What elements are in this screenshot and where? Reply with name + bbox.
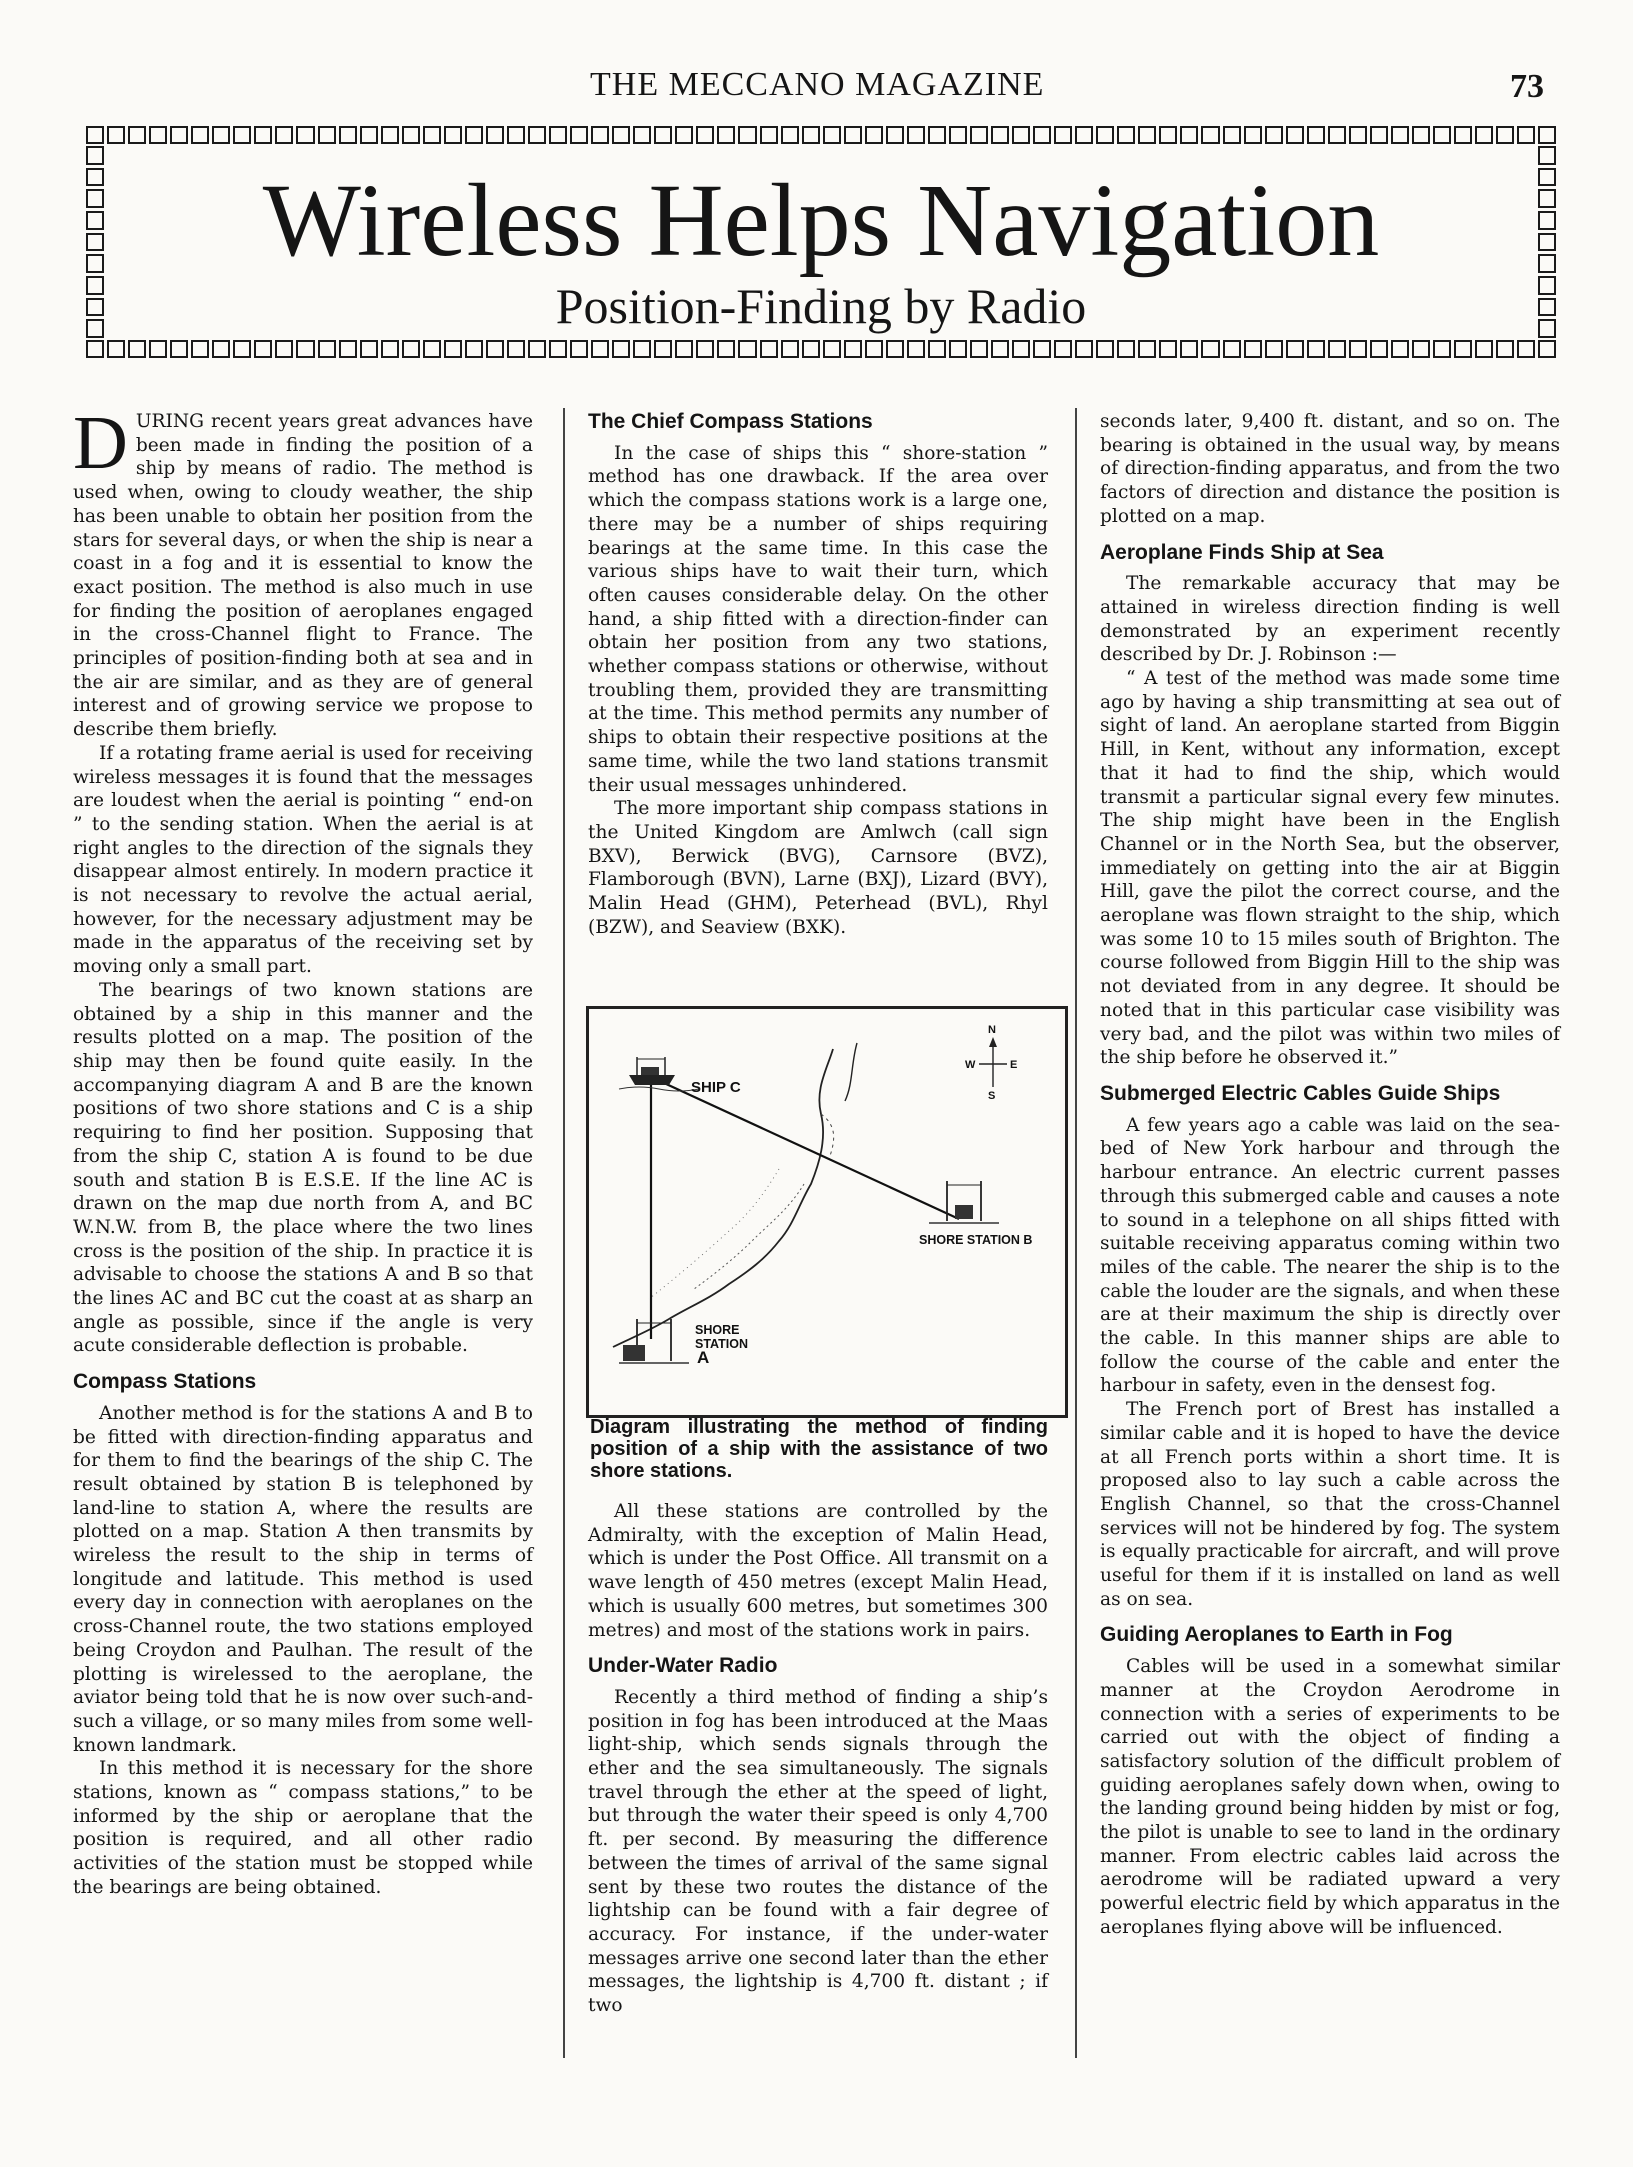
border-cell [970, 126, 988, 144]
border-cell [1433, 340, 1451, 358]
border-cell [1012, 126, 1030, 144]
station-a-icon [619, 1319, 689, 1363]
border-cell [1117, 126, 1135, 144]
border-cell [738, 126, 756, 144]
border-cell [1201, 340, 1219, 358]
border-cell [717, 126, 735, 144]
border-cell [1075, 340, 1093, 358]
border-cell [886, 340, 904, 358]
shore-shading [694, 1184, 804, 1289]
border-cell [1454, 340, 1472, 358]
navigation-diagram [586, 1006, 1068, 1418]
border-cell [865, 340, 883, 358]
border-cell [549, 340, 567, 358]
border-cell [1244, 126, 1262, 144]
border-cell [1370, 340, 1388, 358]
section-heading: Compass Stations [73, 1370, 257, 1394]
column-rule-1 [563, 408, 565, 2058]
station-b-icon [929, 1181, 999, 1223]
border-cell [486, 340, 504, 358]
border-cell [907, 126, 925, 144]
page-number: 73 [1510, 68, 1544, 105]
border-cell [675, 126, 693, 144]
border-cell [823, 126, 841, 144]
border-cell [107, 340, 125, 358]
border-cell [633, 126, 651, 144]
border-cell [717, 340, 735, 358]
border-cell [1538, 340, 1556, 358]
border-cell [486, 126, 504, 144]
border-cell [212, 340, 230, 358]
ship-c-label: SHIP C [691, 1079, 741, 1096]
paragraph: The French port of Brest has installed a similar cable and it is hoped to have the device at all French ports within a short time. It is proposed also to lay such a cable across the English Channel, so that the cross-Channel services will not be hindered by fog. The system is equally practicable for aircraft, and will prove useful for them if it is installed on land as well as on sea. [1100, 1399, 1560, 1610]
border-cell [928, 126, 946, 144]
border-cell [254, 126, 272, 144]
border-cell [844, 126, 862, 144]
border-cell [1412, 126, 1430, 144]
figure-caption: Diagram illustrating the method of finding position of a ship with the assistance of two shore stations. [590, 1416, 1048, 1482]
border-cell [1475, 126, 1493, 144]
border-cell [465, 340, 483, 358]
border-cell [296, 340, 314, 358]
diagram-drawing [589, 1009, 1065, 1415]
paragraph: Recently a third method of finding a ship’s position in fog has been introduced at the Maas light-ship, which sends signals through the ether and the sea simultaneously. The signals travel through the ether at the speed of light, but through the water their speed is only 4,700 ft. per second. By measuring the difference between the times of arrival of the same signal sent by these two routes the distance of the lightship can be found with a fair degree of accuracy. For instance, if the under-water messages arrive one second later than the ether messages, the lightship is 4,700 ft. distant ; if two [588, 1686, 1048, 2017]
border-cell [1012, 340, 1030, 358]
section-heading: Submerged Electric Cables Guide Ships [1100, 1081, 1501, 1105]
border-cell [781, 340, 799, 358]
border-cell [675, 340, 693, 358]
border-cell [949, 126, 967, 144]
border-cell [1180, 340, 1198, 358]
border-cell [802, 126, 820, 144]
border-cell [1138, 126, 1156, 144]
border-cell [907, 340, 925, 358]
border-cell [86, 146, 104, 165]
border-cell [1265, 340, 1283, 358]
section-heading: Under-Water Radio [588, 1654, 778, 1678]
border-cell [1538, 126, 1556, 144]
border-cell [381, 126, 399, 144]
border-cell [149, 340, 167, 358]
border-cell [233, 340, 251, 358]
border-cell [1307, 126, 1325, 144]
border-cell [928, 340, 946, 358]
border-cell [612, 340, 630, 358]
border-cell [1517, 340, 1535, 358]
paragraph: “ A test of the method was made some time ago by having a ship transmitting at sea out of sight of land. An aeroplane started from Biggin Hill, in Kent, without any information, except that it had to find the ship, which would transmit a particular signal every few minutes. The ship might have been in the English Channel or in the North Sea, but the observer, immediately on getting into the air at Biggin Hill, gave the pilot the correct course, and the aeroplane was flown straight to the ship, which was some 10 to 15 miles south of Brighton. The course followed from Biggin Hill to the ship was not deviated from in any degree. It should be noted that in this particular case visibility was very bad, and the pilot was within two miles of the ship before he observed it.” [1100, 668, 1560, 1069]
border-cell [1265, 126, 1283, 144]
border-cell [339, 340, 357, 358]
border-cell [591, 340, 609, 358]
title-border-top [86, 126, 1556, 144]
column-1 [73, 401, 533, 1900]
border-cell [191, 340, 209, 358]
border-cell [402, 340, 420, 358]
column-2-lower [588, 1500, 1048, 2018]
border-cell [633, 340, 651, 358]
paragraph: Cables will be used in a somewhat similar manner at the Croydon Aerodrome in connection with a series of experiments to be carried out with the object of finding a satisfactory solution of the difficult problem of guiding aeroplanes safely down when, owing to the landing ground being hidden by mist or fog, the pilot is unable to see to land in the ordinary manner. From electric cables laid across the aerodrome will be radiated upward a very powerful electric field by which apparatus in the aeroplanes flying above will be influenced. [1100, 1656, 1560, 1938]
border-cell [254, 340, 272, 358]
border-cell [865, 126, 883, 144]
border-cell [360, 126, 378, 144]
border-cell [1054, 340, 1072, 358]
border-cell [381, 340, 399, 358]
border-cell [128, 126, 146, 144]
border-cell [1391, 340, 1409, 358]
ship-c-icon [619, 1057, 699, 1091]
compass-west: W [965, 1059, 976, 1071]
border-cell [528, 126, 546, 144]
border-cell [1391, 126, 1409, 144]
border-cell [275, 126, 293, 144]
border-cell [170, 126, 188, 144]
border-cell [444, 126, 462, 144]
border-cell [1328, 340, 1346, 358]
border-cell [654, 340, 672, 358]
column-2 [588, 410, 1048, 939]
paragraph: Another method is for the stations A and B to be fitted with direction-finding apparatus and for them to find the bearings of the ship C. The result obtained by station B is telephoned by land-line to station A, where the results are plotted on a map. Station A then transmits by wireless the result to the ship in terms of longitude and latitude. This method is used every day in connection with aeroplanes on the cross-Channel route, the two stations employed being Croydon and Paulhan. The result of the plotting is wirelessed to the aeroplane, the aviator being told that he is now over such-and-such a village, or so many miles from some well-known landmark. [73, 1402, 533, 1756]
paragraph-text: URING recent years great advances have been made in finding the position of a ship by means of radio. The method is used when, owing to cloudy weather, the ship has been unable to obtain her position from the stars for several days, or when the ship is near a coast in a fog and it is essential to know the exact position. The method is also much in use for finding the position of aeroplanes engaged in the cross-Channel flight to France. The principles of position-finding both at sea and in the air are similar, and as they are of general interest and of growing service we propose to describe them briefly. [73, 411, 533, 741]
paragraph: In the case of ships this “ shore-station ” method has one drawback. If the area over which the compass stations work is a large one, there may be a number of ships requiring bearings at the same time. In this case the various ships have to wait their turn, which often causes considerable delay. On the other hand, a ship fitted with a direction-finder can obtain her position from any two stations, whether compass stations or otherwise, without troubling them, provided they are transmitting at the time. This method permits any number of ships to obtain their respective positions at the same time, while the two land stations transmit their usual messages unhindered. [588, 442, 1048, 796]
border-cell [654, 126, 672, 144]
border-cell [1180, 126, 1198, 144]
border-cell [1033, 126, 1051, 144]
border-cell [465, 126, 483, 144]
border-cell [696, 126, 714, 144]
border-cell [1096, 126, 1114, 144]
border-cell [1538, 146, 1556, 165]
compass-rose-icon [979, 1037, 1007, 1087]
border-cell [191, 126, 209, 144]
border-cell [612, 126, 630, 144]
border-cell [802, 340, 820, 358]
border-cell [738, 340, 756, 358]
border-cell [339, 126, 357, 144]
paragraph: The remarkable accuracy that may be attained in wireless direction finding is well demonstrated by an experiment recently described by Dr. J. Robinson :— [1100, 573, 1560, 666]
border-cell [1201, 126, 1219, 144]
border-cell [86, 340, 104, 358]
section-heading: Guiding Aeroplanes to Earth in Fog [1100, 1623, 1453, 1647]
station-a-label-line1: SHORE [695, 1323, 740, 1337]
border-cell [212, 126, 230, 144]
border-cell [991, 340, 1009, 358]
border-cell [149, 126, 167, 144]
coastline-inlet [845, 1043, 857, 1101]
border-cell [528, 340, 546, 358]
compass-south: S [988, 1090, 996, 1102]
border-cell [760, 126, 778, 144]
station-b-label: SHORE STATION B [919, 1233, 1033, 1247]
border-cell [1433, 126, 1451, 144]
border-cell [696, 340, 714, 358]
border-cell [1286, 340, 1304, 358]
border-cell [781, 126, 799, 144]
compass-north: N [988, 1024, 996, 1036]
column-rule-2 [1075, 408, 1077, 2058]
paragraph [73, 401, 533, 742]
border-cell [760, 340, 778, 358]
border-cell [1286, 126, 1304, 144]
border-cell [1370, 126, 1388, 144]
border-cell [570, 126, 588, 144]
border-cell [991, 126, 1009, 144]
border-cell [1075, 126, 1093, 144]
border-cell [1496, 340, 1514, 358]
section-heading: Aeroplane Finds Ship at Sea [1100, 540, 1384, 564]
border-cell [1412, 340, 1430, 358]
article-subtitle: Position-Finding by Radio [555, 278, 1087, 334]
column-3 [1100, 410, 1560, 1940]
article-title: Wireless Helps Navigation [262, 163, 1380, 278]
border-cell [402, 126, 420, 144]
border-cell [275, 340, 293, 358]
border-cell [423, 340, 441, 358]
border-cell [823, 340, 841, 358]
border-cell [296, 126, 314, 144]
border-cell [1159, 126, 1177, 144]
border-cell [128, 340, 146, 358]
border-cell [591, 126, 609, 144]
border-cell [1475, 340, 1493, 358]
border-cell [1307, 340, 1325, 358]
border-cell [570, 340, 588, 358]
border-cell [1054, 126, 1072, 144]
paragraph: All these stations are controlled by the Admiralty, with the exception of Malin Head, which is under the Post Office. All transmit on a wave length of 450 metres (except Malin Head, which is usually 600 metres, but sometimes 300 metres) and most of the stations work in pairs. [588, 1501, 1048, 1641]
border-cell [444, 340, 462, 358]
drop-cap: D [73, 401, 128, 485]
border-cell [1096, 340, 1114, 358]
border-cell [1159, 340, 1177, 358]
compass-east: E [1010, 1059, 1018, 1071]
border-cell [86, 126, 104, 144]
border-cell [1349, 126, 1367, 144]
border-cell [886, 126, 904, 144]
border-cell [233, 126, 251, 144]
paragraph: The more important ship compass stations in the United Kingdom are Amlwch (call sign BXV), Berwick (BVG), Carnsore (BVZ), Flamborough (BVN), Larne (BXJ), Lizard (BVY), Malin Head (GHM), Peterhead (BVL), Rhyl (BZW), and Seaview (BXK). [588, 798, 1048, 938]
magazine-name: THE MECCANO MAGAZINE [590, 66, 1045, 103]
paragraph: A few years ago a cable was laid on the sea-bed of New York harbour and through the harbour entrance. An electric current passes through this submerged cable and causes a note to sound in a telephone on all ships fitted with suitable receiving apparatus coming within two miles of the cable. The nearer the ship is to the cable the louder are the signals, and when these are at their maximum the ship is directly over the cable. In this manner ships are able to follow the course of the cable and enter the harbour in safety, even in the densest fog. [1100, 1114, 1560, 1397]
border-cell [1454, 126, 1472, 144]
paragraph: The bearings of two known stations are obtained by a ship in this manner and the results plotted on a map. The position of the ship may then be found quite easily. In the accompanying diagram A and B are the known positions of two shore stations and C is a ship requiring to find her position. Supposing that from the ship C, station A is found to be due south and station B is E.S.E. If the line AC is drawn on the map due north from A, and BC W.N.W. from B, the place where the two lines cross is the position of the ship. In practice it is advisable to choose the stations A and B so that the lines AC and BC cut the coast at as sharp an angle as possible, since if the angle is very acute considerable deflection is probable. [73, 979, 533, 1357]
running-header [0, 66, 1633, 106]
border-cell [1223, 126, 1241, 144]
border-cell [1517, 126, 1535, 144]
border-cell [844, 340, 862, 358]
paragraph: seconds later, 9,400 ft. distant, and so on. The bearing is obtained in the usual way, by means of direction-finding apparatus, and from the two factors of direction and distance the position is plotted on a map. [1100, 411, 1560, 527]
border-cell [318, 340, 336, 358]
border-cell [549, 126, 567, 144]
border-cell [1033, 340, 1051, 358]
paragraph: If a rotating frame aerial is used for receiving wireless messages it is found that the messages are loudest when the aerial is pointing “ end-on ” to the sending station. When the aerial is at right angles to the direction of the signals they disappear almost entirely. In modern practice it is not necessary to revolve the actual aerial, however, for the necessary adjustment may be made in the apparatus of the receiving set by moving only a small part. [73, 742, 533, 978]
border-cell [1223, 340, 1241, 358]
paragraph: In this method it is necessary for the shore stations, known as “ compass stations,” to be informed by the ship or aeroplane that the position is required, and all other radio activities of the station must be stopped while the bearings are being obtained. [73, 1758, 533, 1898]
title-box [86, 126, 1556, 358]
border-cell [507, 126, 525, 144]
border-cell [170, 340, 188, 358]
border-cell [949, 340, 967, 358]
title-border-bottom [86, 340, 1556, 358]
border-cell [970, 340, 988, 358]
border-cell [1328, 126, 1346, 144]
border-cell [1349, 340, 1367, 358]
section-heading: The Chief Compass Stations [588, 410, 873, 433]
station-a-label-line2: STATION [695, 1337, 749, 1351]
border-cell [507, 340, 525, 358]
bearing-line-bc [651, 1077, 959, 1219]
border-cell [1496, 126, 1514, 144]
border-cell [423, 126, 441, 144]
border-cell [1117, 340, 1135, 358]
border-cell [107, 126, 125, 144]
border-cell [1244, 340, 1262, 358]
border-cell [1138, 340, 1156, 358]
border-cell [318, 126, 336, 144]
station-a-letter: A [697, 1348, 710, 1367]
border-cell [360, 340, 378, 358]
